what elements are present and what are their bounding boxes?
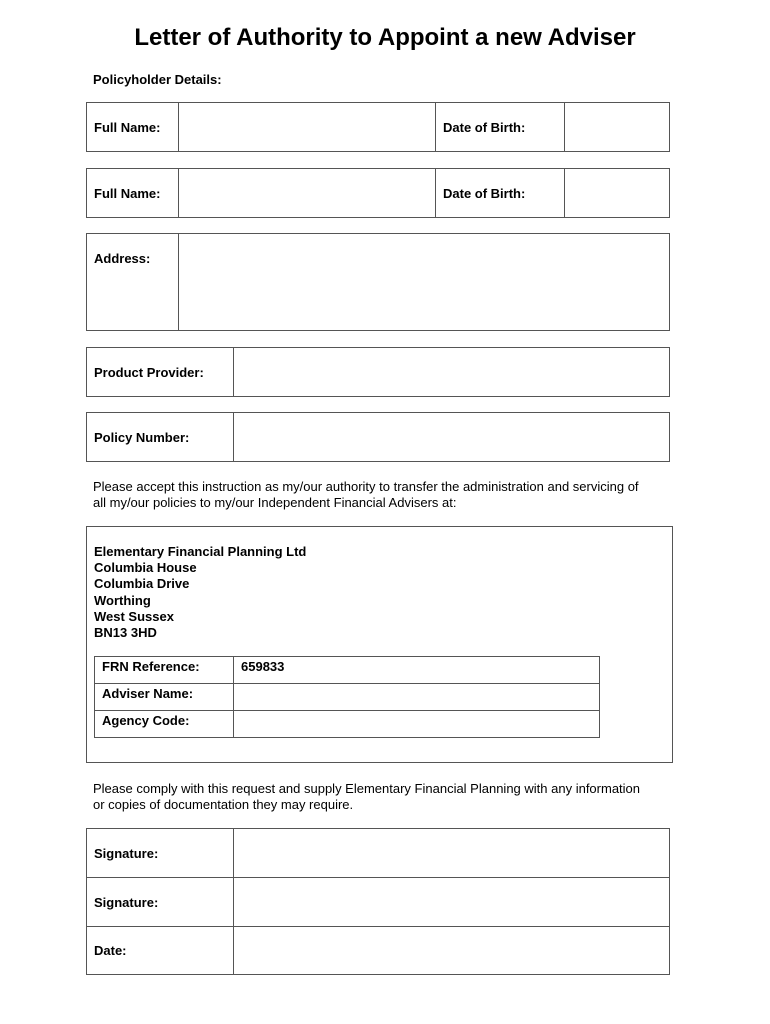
agency-code-label: Agency Code: (95, 711, 234, 738)
adviser-address-line: Columbia Drive (94, 576, 190, 592)
holder2-name-field[interactable] (179, 169, 436, 218)
signature-table (86, 828, 670, 975)
signature-1-label: Signature: (87, 829, 234, 878)
signature-1-field[interactable] (234, 829, 670, 878)
adviser-name-field[interactable] (234, 684, 600, 711)
date-field[interactable] (234, 927, 670, 975)
adviser-name-label: Adviser Name: (95, 684, 234, 711)
policy-number-label: Policy Number: (87, 413, 234, 462)
signature-2-label: Signature: (87, 878, 234, 927)
holder1-table (86, 102, 670, 152)
frn-value: 659833 (234, 657, 600, 684)
holder2-table (86, 168, 670, 218)
adviser-address-line: Elementary Financial Planning Ltd (94, 544, 307, 559)
frn-label: FRN Reference: (95, 657, 234, 684)
holder1-name-label: Full Name: (87, 103, 179, 152)
policy-number-field[interactable] (234, 413, 670, 462)
product-provider-label: Product Provider: (87, 348, 234, 397)
holder2-dob-label: Date of Birth: (436, 169, 565, 218)
policy-number-table (86, 412, 670, 462)
date-label: Date: (87, 927, 234, 975)
adviser-address-line: West Sussex (94, 608, 174, 624)
holder1-dob-field[interactable] (565, 103, 670, 152)
adviser-address-line: BN13 3HD (94, 625, 157, 641)
instruction-text: Please accept this instruction as my/our authority to transfer the administration and servicing of all my/our policies to my/our Independent Financial Advisers at: (93, 479, 639, 510)
adviser-address-line: Worthing (94, 592, 151, 608)
adviser-address (94, 544, 306, 641)
adviser-reference-table (94, 656, 600, 738)
product-provider-field[interactable] (234, 348, 670, 397)
holder1-dob-label: Date of Birth: (436, 103, 565, 152)
page-title: Letter of Authority to Appoint a new Adviser (134, 24, 636, 51)
holder1-name-field[interactable] (179, 103, 436, 152)
signature-2-field[interactable] (234, 878, 670, 927)
holder2-name-label: Full Name: (87, 169, 179, 218)
product-provider-table (86, 347, 670, 397)
policyholder-section-label: Policyholder Details: (93, 72, 222, 87)
address-field[interactable] (179, 234, 670, 331)
adviser-address-line: Columbia House (94, 560, 197, 576)
address-table (86, 233, 670, 331)
address-label: Address: (87, 234, 179, 331)
agency-code-field[interactable] (234, 711, 600, 738)
comply-text: Please comply with this request and supply Elementary Financial Planning with any information or copies of documentation they may require. (93, 781, 641, 812)
holder2-dob-field[interactable] (565, 169, 670, 218)
adviser-details-box (86, 526, 673, 763)
